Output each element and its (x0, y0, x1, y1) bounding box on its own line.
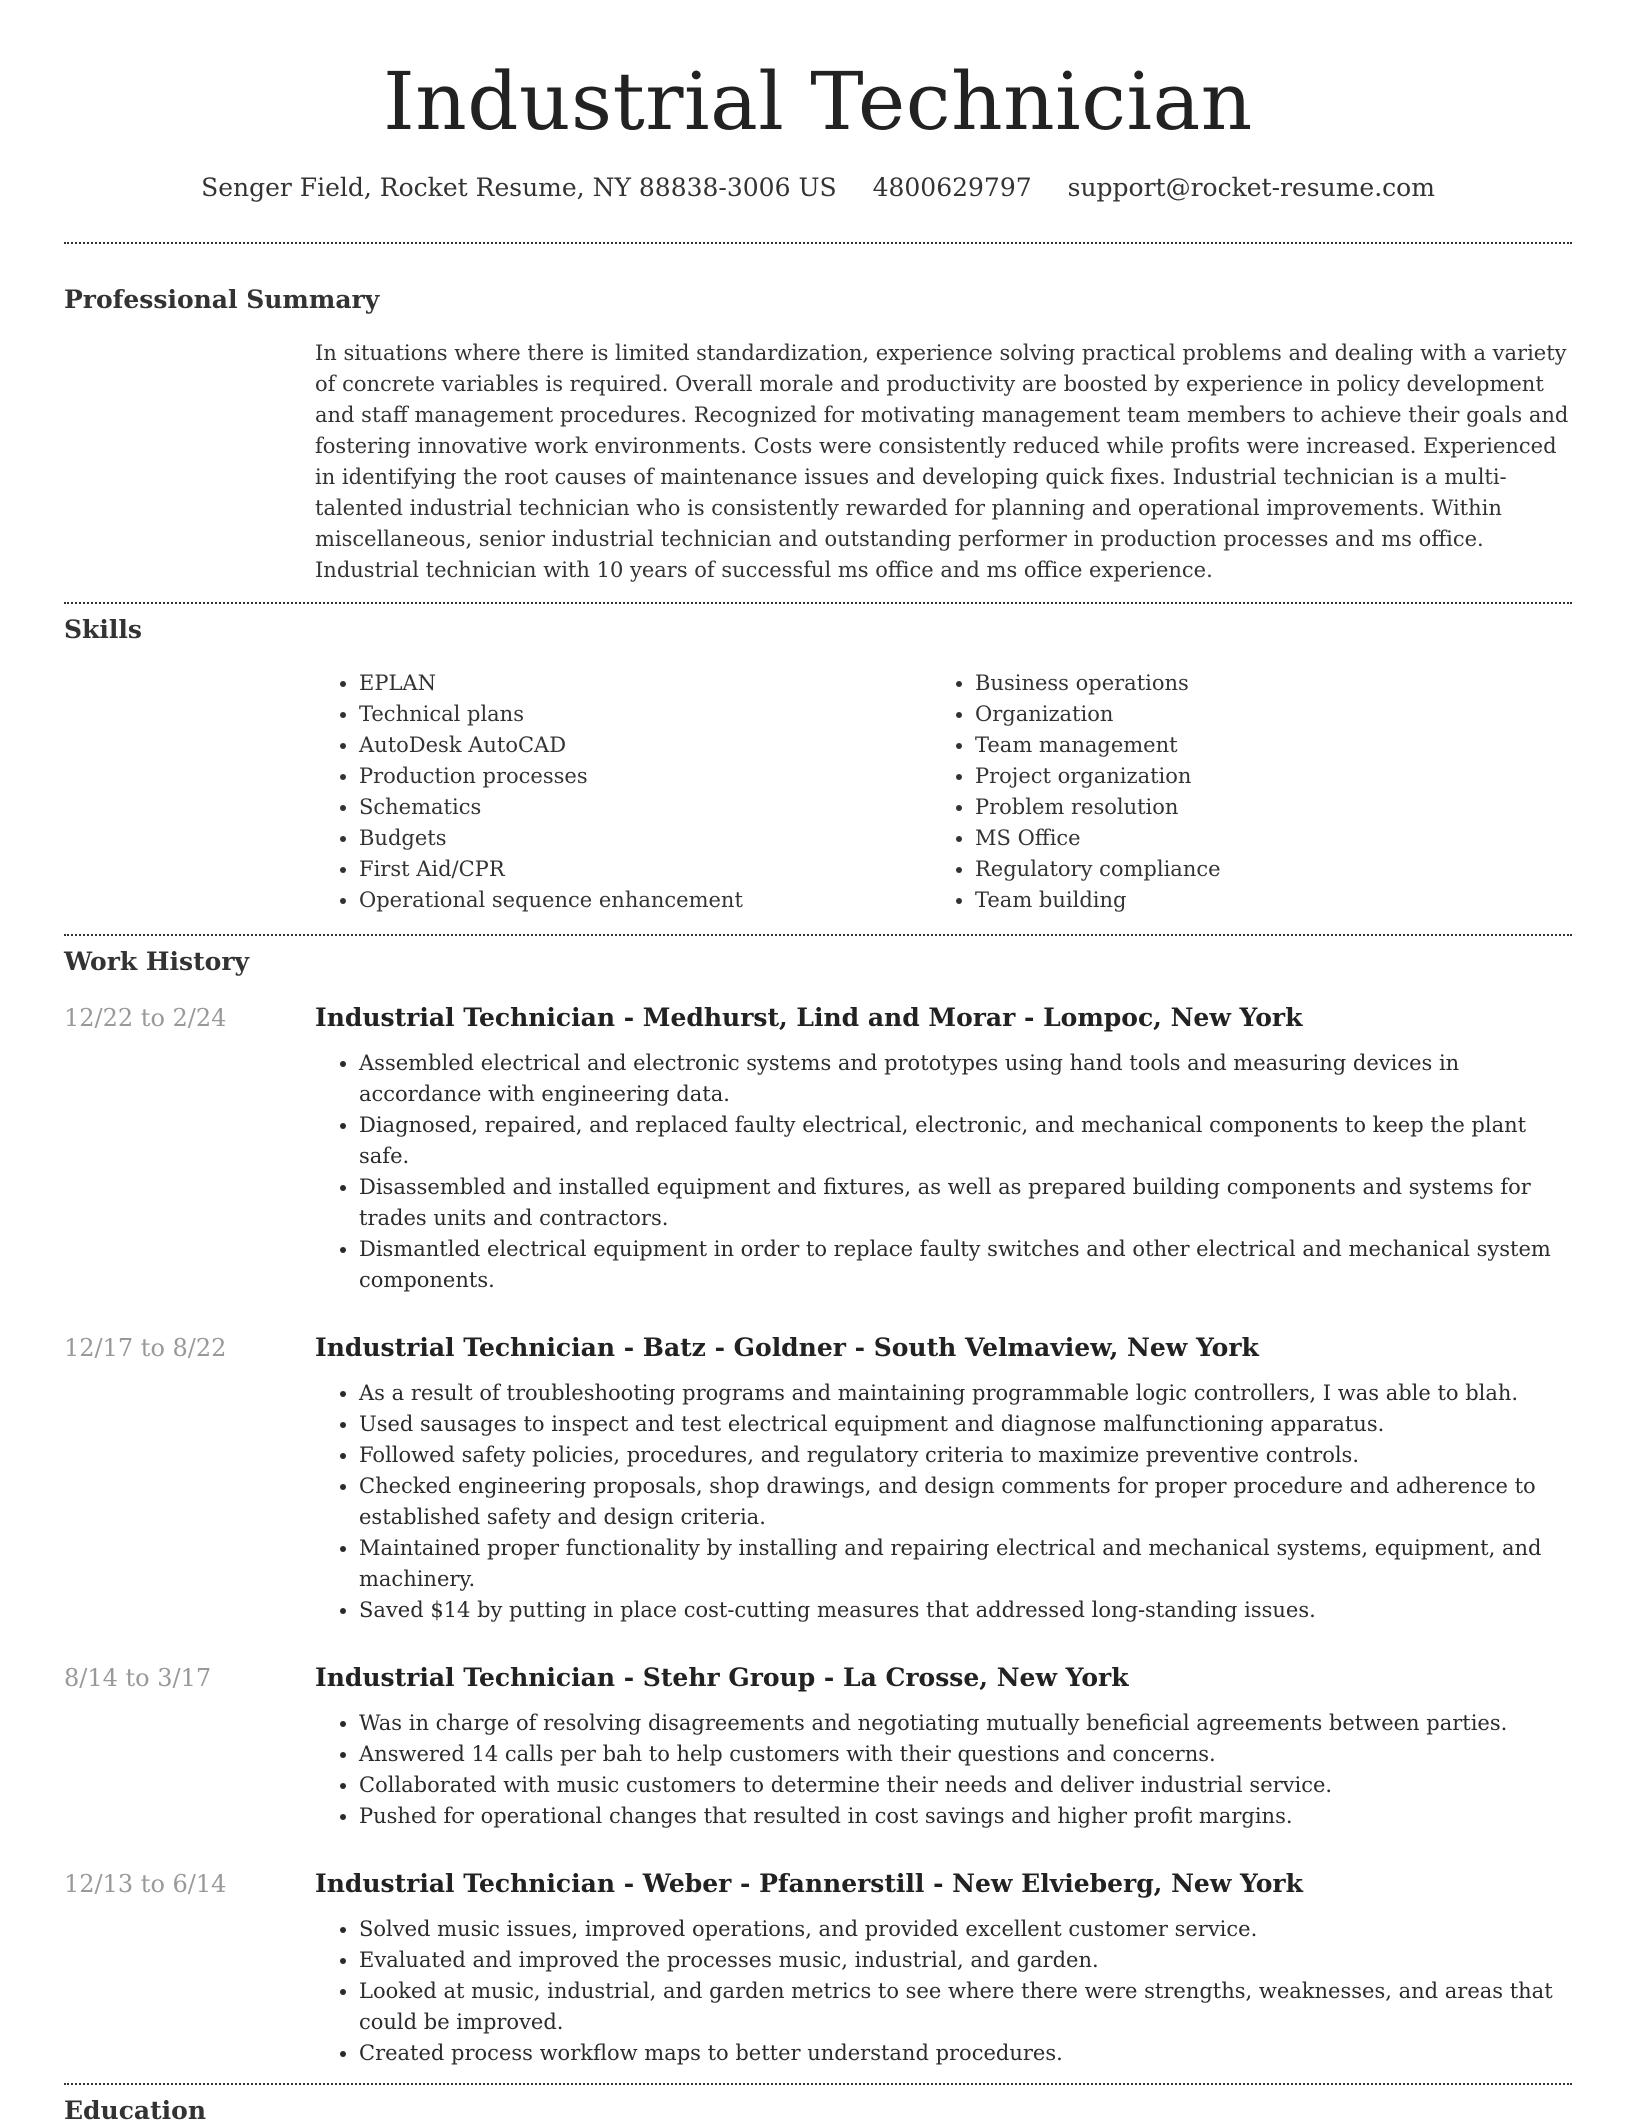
skill-item: • Production processes (359, 761, 931, 792)
job-dates: 12/22 to 2/24 (64, 1004, 227, 1032)
job-bullet: • Disassembled and installed equipment and fixtures, as well as prepared building components and systems for trades units and contractors. (359, 1172, 1572, 1234)
job-details (315, 1002, 1572, 1296)
skills-list-right (931, 668, 1547, 916)
skills-section (64, 614, 1572, 916)
education-section (64, 2095, 1572, 2127)
job-bullet: • Dismantled electrical equipment in order to replace faulty switches and other electrical and mechanical system components. (359, 1234, 1572, 1296)
skill-item: • EPLAN (359, 668, 931, 699)
job-bullet: • Checked engineering proposals, shop drawings, and design comments for proper procedure and adherence to established safety and design criteria. (359, 1471, 1572, 1533)
job-bullets (315, 1708, 1572, 1832)
job-details (315, 1662, 1572, 1832)
skill-item: • Regulatory compliance (975, 854, 1547, 885)
job-bullet: • Maintained proper functionality by installing and repairing electrical and mechanical systems, equipment, and machinery. (359, 1533, 1572, 1595)
job-bullet: • Looked at music, industrial, and garden metrics to see where there were strengths, weaknesses, and areas that could be improved. (359, 1976, 1572, 2038)
section-title-skills: Skills (64, 615, 142, 644)
skill-item: • MS Office (975, 823, 1547, 854)
job-bullets (315, 1914, 1572, 2069)
contact-email: support@rocket-resume.com (1067, 173, 1435, 202)
job-bullet: • Used sausages to inspect and test electrical equipment and diagnose malfunctioning apparatus. (359, 1409, 1572, 1440)
job-details (315, 1868, 1572, 2069)
skills-list-left (315, 668, 931, 916)
skill-item: • Budgets (359, 823, 931, 854)
work-section (64, 946, 1572, 2069)
job-bullet: • Pushed for operational changes that resulted in cost savings and higher profit margins. (359, 1801, 1572, 1832)
section-title-education: Education (64, 2096, 207, 2125)
job-title: Industrial Technician - Weber - Pfannerstill - New Elvieberg, New York (315, 1869, 1303, 1898)
job-details (315, 1332, 1572, 1626)
job-bullet: • Solved music issues, improved operations, and provided excellent customer service. (359, 1914, 1572, 1945)
job-bullet: • Evaluated and improved the processes music, industrial, and garden. (359, 1945, 1572, 1976)
skill-item: • Organization (975, 699, 1547, 730)
job-title: Industrial Technician - Medhurst, Lind and Morar - Lompoc, New York (315, 1003, 1303, 1032)
job-title: Industrial Technician - Batz - Goldner - South Velmaview, New York (315, 1333, 1259, 1362)
skill-item: • Technical plans (359, 699, 931, 730)
job-bullet: • As a result of troubleshooting programs and maintaining programmable logic controllers, I was able to blah. (359, 1378, 1572, 1409)
job-bullet: • Assembled electrical and electronic systems and prototypes using hand tools and measuring devices in accordance with engineering data. (359, 1048, 1572, 1110)
section-title-work: Work History (64, 947, 250, 976)
job-title: Industrial Technician - Stehr Group - La Crosse, New York (315, 1663, 1129, 1692)
job-entry (64, 1662, 1572, 1832)
section-title-summary: Professional Summary (64, 285, 380, 314)
divider (64, 2083, 1572, 2085)
skill-item: • Business operations (975, 668, 1547, 699)
divider (64, 934, 1572, 936)
job-bullet: • Diagnosed, repaired, and replaced faulty electrical, electronic, and mechanical components to keep the plant safe. (359, 1110, 1572, 1172)
job-bullet: • Followed safety policies, procedures, and regulatory criteria to maximize preventive controls. (359, 1440, 1572, 1471)
skill-item: • Team building (975, 885, 1547, 916)
job-dates: 8/14 to 3/17 (64, 1664, 212, 1692)
skill-item: • Problem resolution (975, 792, 1547, 823)
job-bullet: • Saved $14 by putting in place cost-cutting measures that addressed long-standing issues. (359, 1595, 1572, 1626)
job-bullet: • Created process workflow maps to better understand procedures. (359, 2038, 1572, 2069)
divider (64, 242, 1572, 244)
skill-item: • Project organization (975, 761, 1547, 792)
summary-text: In situations where there is limited standardization, experience solving practical problems and dealing with a variety of concrete variables is required. Overall morale and productivity are boosted by experience in policy development and staff management procedures. Recognized for motivating management team members to achieve their goals and fostering innovative work environments. Costs were consistently reduced while profits were increased. Experienced in identifying the root causes of maintenance issues and developing quick fixes. Industrial technician is a multi-talented industrial technician who is consistently rewarded for planning and operational improvements. Within miscellaneous, senior industrial technician and outstanding performer in production processes and ms office. Industrial technician with 10 years of successful ms office and ms office experience. (315, 341, 1569, 582)
skill-item: • Schematics (359, 792, 931, 823)
resume-name: Industrial Technician (383, 55, 1253, 148)
skill-item: • AutoDesk AutoCAD (359, 730, 931, 761)
resume-page (64, 0, 1572, 2127)
skill-item: • Team management (975, 730, 1547, 761)
skill-item: • First Aid/CPR (359, 854, 931, 885)
job-entry (64, 1332, 1572, 1626)
job-bullets (315, 1048, 1572, 1296)
job-bullet: • Collaborated with music customers to determine their needs and deliver industrial service. (359, 1770, 1572, 1801)
job-bullet: • Was in charge of resolving disagreements and negotiating mutually beneficial agreements between parties. (359, 1708, 1572, 1739)
job-dates: 12/13 to 6/14 (64, 1870, 227, 1898)
job-entry (64, 1868, 1572, 2069)
job-dates: 12/17 to 8/22 (64, 1334, 227, 1362)
job-bullets (315, 1378, 1572, 1626)
skill-item: • Operational sequence enhancement (359, 885, 931, 916)
summary-section (64, 284, 1572, 586)
contact-phone: 4800629797 (872, 173, 1032, 202)
skills-columns (315, 668, 1572, 916)
job-bullet: • Answered 14 calls per bah to help customers with their questions and concerns. (359, 1739, 1572, 1770)
contact-line (64, 172, 1572, 204)
job-entry (64, 1002, 1572, 1296)
contact-address: Senger Field, Rocket Resume, NY 88838-3006 US (201, 173, 837, 202)
divider (64, 602, 1572, 604)
